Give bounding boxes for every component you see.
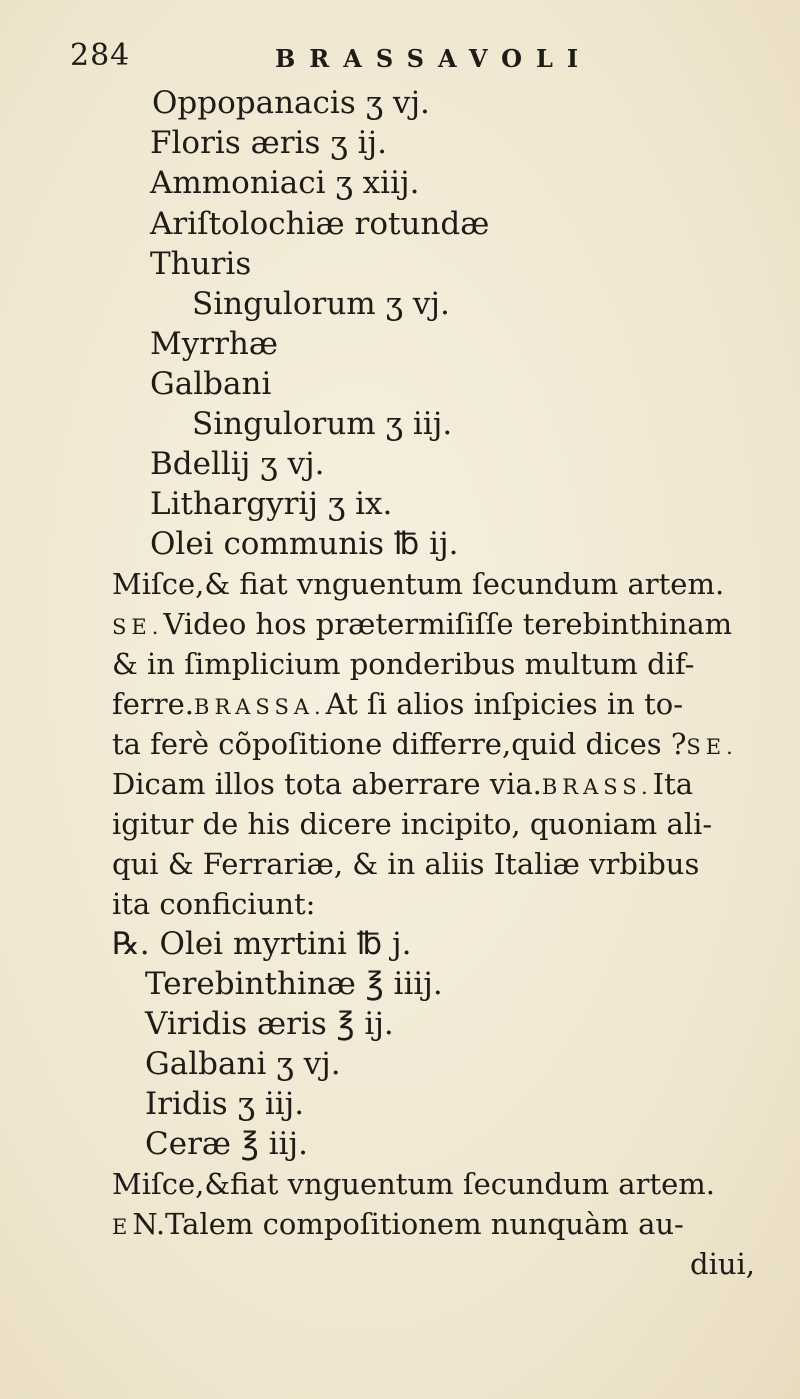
page-number: 284: [70, 38, 131, 73]
text-line: SE.Video hos prætermiſiſſe terebinthinam: [112, 607, 733, 641]
speaker-label: BRASS.: [541, 775, 653, 799]
text-line: Lithargyrij ʒ ix.: [150, 486, 393, 522]
speaker-label: SE.: [686, 735, 738, 759]
text-line: Bdellij ʒ vj.: [150, 446, 325, 482]
text-line: Galbani: [150, 366, 272, 402]
running-head: BRASSAVOLI: [275, 44, 593, 73]
text-line: Singulorum ʒ vj.: [192, 286, 450, 322]
page-header: [70, 38, 730, 78]
text-line: Thuris: [150, 246, 252, 282]
text-line: Terebinthinæ ℥ iiij.: [145, 966, 443, 1002]
text-line: ita conficiunt:: [112, 887, 316, 921]
text-line: Ceræ ℥ iij.: [145, 1126, 308, 1162]
text-line: Dicam illos tota aberrare via.BRASS.Ita: [112, 767, 694, 801]
text-line: Olei communis ℔ ij.: [150, 526, 459, 562]
speaker-label: SE.: [112, 615, 164, 639]
text-line: Viridis æris ℥ ij.: [145, 1006, 394, 1042]
text-line: Miſce,&fiat vnguentum ſecundum artem.: [112, 1167, 715, 1201]
text-line: Miſce,& fiat vnguentum ſecundum artem.: [112, 567, 725, 601]
speaker-label: BRASSA.: [194, 695, 326, 719]
text-line: Myrrhæ: [150, 326, 278, 362]
text-line: Ariſtolochiæ rotundæ: [150, 206, 490, 242]
text-line: Ammoniaci ʒ xiij.: [150, 165, 420, 201]
text-line: igitur de his dicere incipito, quoniam ali-: [112, 807, 713, 841]
text-line: Iridis ʒ iij.: [145, 1086, 305, 1122]
text-line: ta ferè cõpoſitione differre,quid dices ?SE.: [112, 727, 738, 761]
text-line: Floris æris ʒ ij.: [150, 125, 387, 161]
text-line: ferre.BRASSA.At ſi alios inſpicies in to-: [112, 687, 683, 721]
text-line: Oppopanacis ʒ vj.: [152, 85, 430, 121]
catchword: diui,: [690, 1247, 756, 1281]
text-line: EN.Talem compoſitionem nunquàm au-: [112, 1207, 684, 1241]
text-line: qui & Ferrariæ, & in aliis Italiæ vrbibus: [112, 847, 700, 881]
text-line: Singulorum ʒ iij.: [192, 406, 453, 442]
text-line: Galbani ʒ vj.: [145, 1046, 341, 1082]
text-line: ℞. Olei myrtini ℔ j.: [112, 926, 412, 962]
speaker-label: E: [112, 1215, 133, 1239]
text-line: & in ſimplicium ponderibus multum dif-: [112, 647, 695, 681]
